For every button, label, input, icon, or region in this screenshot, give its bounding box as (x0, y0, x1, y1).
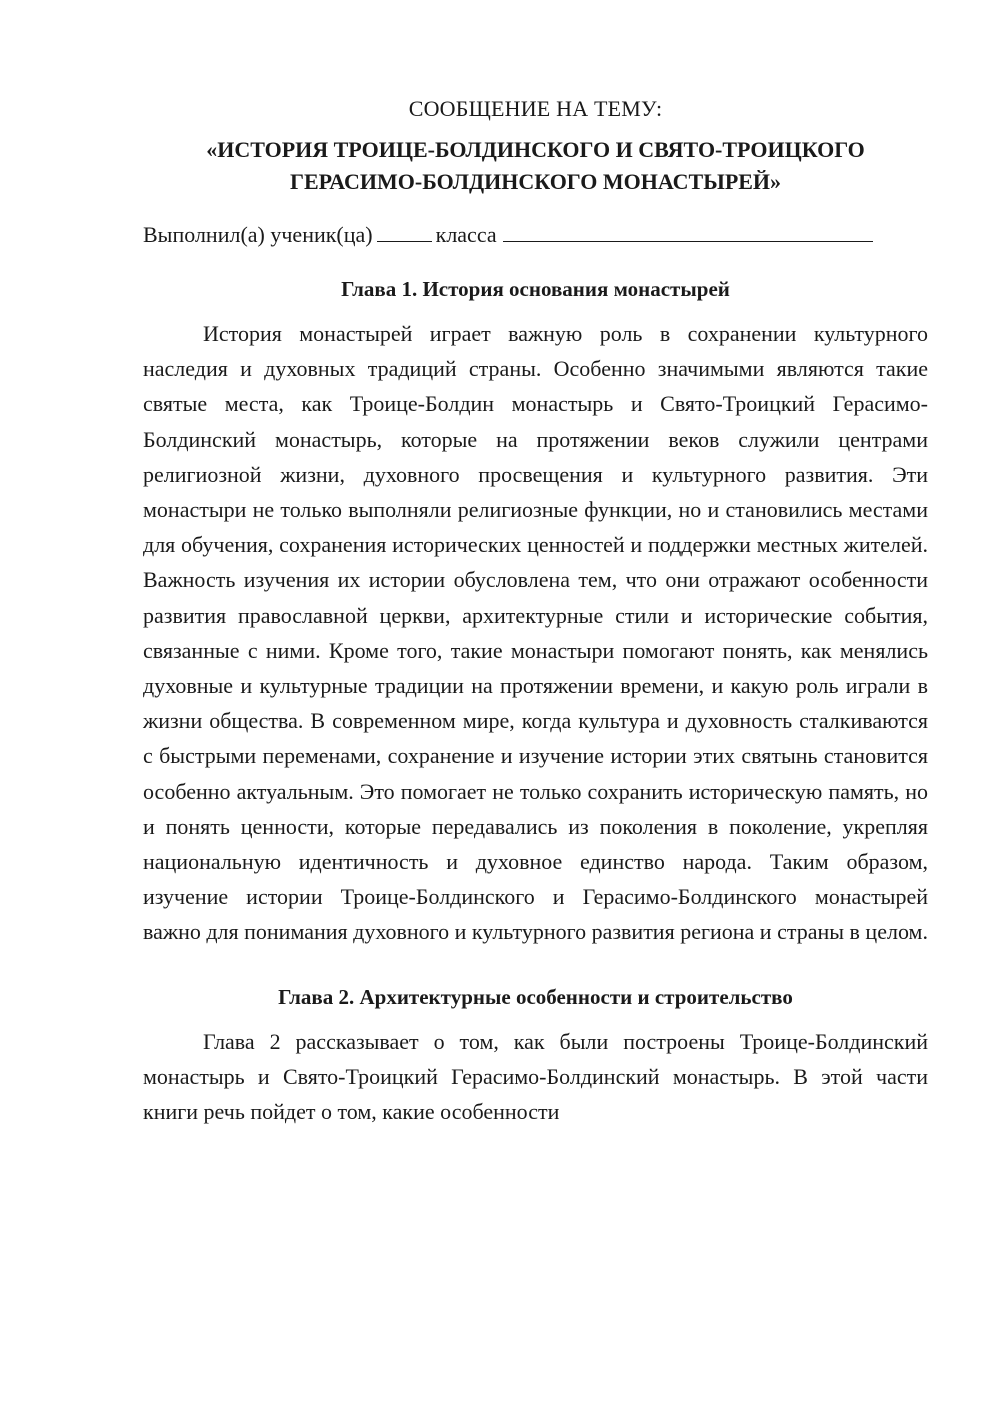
chapter-1-text: История монастырей играет важную роль в сохранении культурного наследия и духовных традиций страны. Особенно значимыми являются такие святые места, как Троице-Болдин монастырь и Свято-Троицкий Герасимо-Болдинский монастырь, которые на протяжении веков служили центрами религиозной жизни, духовного просвещения и культурного развития. Эти монастыри не только выполняли религиозные функции, но и становились местами для обучения, сохранения исторических ценностей и поддержки местных жителей. Важность изучения их истории обусловлена тем, что они отражают особенности развития православной церкви, архитектурные стили и исторические события, связанные с ними. Кроме того, такие монастыри помогают понять, как менялись духовные и культурные традиции на протяжении времени, и какую роль играли в жизни общества. В современном мире, когда культура и духовность сталкиваются с быстрыми переменами, сохранение и изучение истории этих святынь становится особенно актуальным. Это помогает не только сохранить историческую память, но и понять ценности, которые передавались из поколения в поколение, укрепляя национальную идентичность и духовное единство народа. Таким образом, изучение истории Троице-Болдинского и Герасимо-Болдинского монастырей важно для понимания духовного и культурного развития региона и страны в целом. (143, 321, 928, 945)
document-subject: СООБЩЕНИЕ НА ТЕМУ: (408, 96, 663, 121)
document-title-line-2: ГЕРАСИМО-БОЛДИНСКОГО МОНАСТЫРЕЙ» (289, 169, 782, 194)
author-prefix: Выполнил(а) ученик(ца) (143, 222, 373, 247)
document-title (143, 134, 928, 198)
chapter-2-heading: Глава 2. Архитектурные особенности и строительство (278, 984, 793, 1009)
chapter-2-text: Глава 2 рассказывает о том, как были построены Троице-Болдинский монастырь и Свято-Троицкий Герасимо-Болдинский монастырь. В этой части книги речь пойдет о том, какие особенности (143, 1028, 928, 1125)
class-number-blank (377, 223, 432, 242)
author-class-word: класса (435, 222, 497, 247)
document-page (143, 92, 928, 1129)
chapter-1-heading: Глава 1. История основания монастырей (341, 277, 730, 301)
author-line (143, 218, 928, 252)
document-title-line-1: «ИСТОРИЯ ТРОИЦЕ-БОЛДИНСКОГО И СВЯТО-ТРОИЦКОГО (206, 137, 865, 162)
author-name-blank (503, 223, 873, 242)
